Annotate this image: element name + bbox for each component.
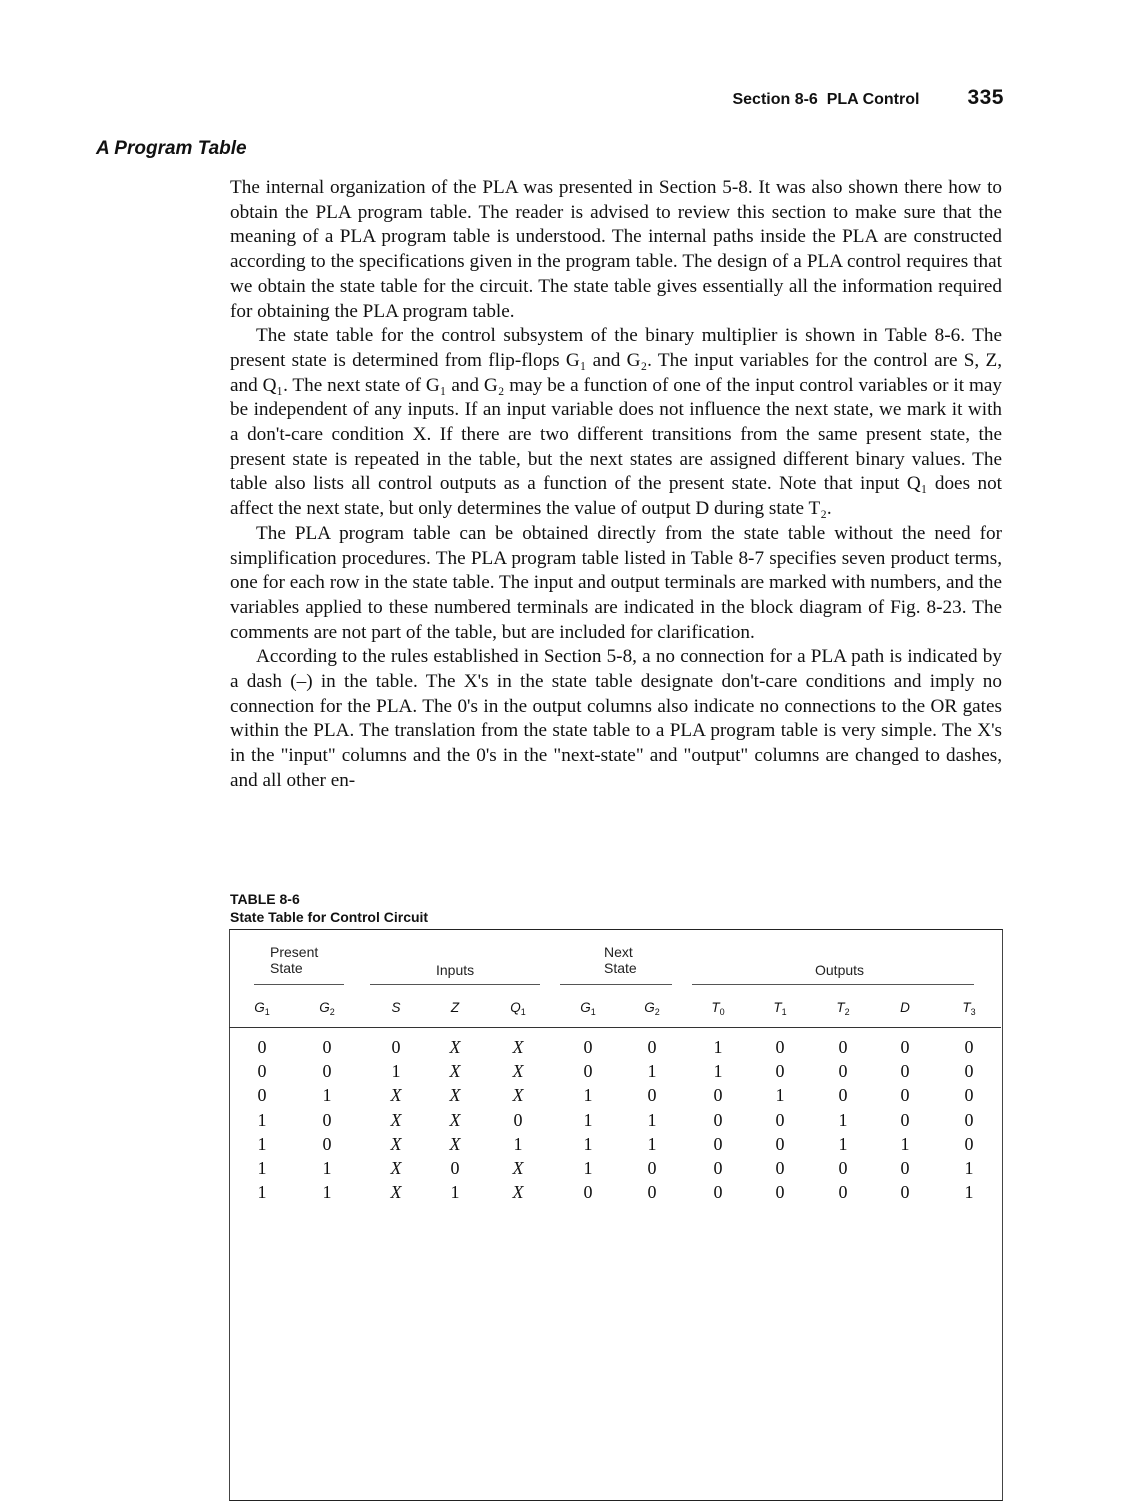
table-cell: 1 (391, 1061, 401, 1082)
table-cell: 1 (713, 1061, 723, 1082)
table-cell: X (512, 1061, 524, 1082)
page-number: 335 (967, 86, 1004, 109)
column-header-11: $T_3$ (962, 1000, 976, 1017)
column-header-8: $T_1$ (773, 1000, 787, 1017)
table-label: TABLE 8-6 (230, 891, 300, 907)
rule-inputs (370, 984, 540, 985)
rule-outputs (692, 984, 974, 985)
table-cell: 0 (900, 1085, 910, 1106)
table-cell: 0 (900, 1158, 910, 1178)
table-cell: X (390, 1085, 402, 1106)
table-cell: 0 (964, 1085, 974, 1106)
table-cell: 1 (257, 1133, 267, 1154)
table-cell: 0 (964, 1061, 974, 1082)
table-cell: 0 (322, 1109, 332, 1130)
table-cell: 0 (322, 1061, 332, 1082)
table-cell: 0 (513, 1109, 523, 1130)
table-cell: 0 (713, 1158, 723, 1178)
column-header-9: $T_2$ (836, 1000, 850, 1017)
paragraph-1: The internal organization of the PLA was presented in Section 5-8. It was also shown there how to obtain the PLA program table. The reader is advised to review this section to make sure that the meaning of a PLA program table is understood. The internal paths inside the PLA are constructed according to the specifications given in the program table. The design of a PLA control requires that we obtain the state table for the circuit. The state table gives essentially all the information required for obtaining the PLA program table. (230, 177, 1002, 322)
table-cell: 0 (583, 1061, 593, 1082)
table-row (0, 1060, 1132, 1082)
table-cell: 1 (775, 1085, 785, 1106)
table-cell: 1 (257, 1158, 267, 1178)
table-cell: 0 (322, 1133, 332, 1154)
table-cell: 0 (257, 1061, 267, 1082)
column-header-7: $T_0$ (711, 1000, 725, 1017)
table-cell: 0 (900, 1061, 910, 1082)
table-cell: 1 (257, 1182, 267, 1203)
table-cell: 1 (647, 1109, 657, 1130)
table-title: State Table for Control Circuit (230, 909, 429, 925)
table-cell: X (449, 1037, 461, 1057)
table-cell: 0 (647, 1037, 657, 1057)
running-head-section: Section 8-6 PLA Control (732, 91, 920, 108)
table-row (0, 1109, 1132, 1131)
column-header-10: D (900, 1000, 910, 1015)
table-cell: 1 (647, 1133, 657, 1154)
table-row (0, 1084, 1132, 1106)
table-cell: 0 (647, 1182, 657, 1203)
table-cell: 0 (775, 1133, 785, 1154)
table-cell: X (512, 1182, 524, 1203)
table-cell: 0 (838, 1182, 848, 1203)
rule-next (560, 984, 672, 985)
table-cell: X (512, 1085, 524, 1106)
table-cell: 1 (647, 1061, 657, 1082)
paragraph-2: The state table for the control subsystem of the binary multiplier is shown in Table 8-6. The present state is determined from flip-flops G₁ and G₂. The input variables for the control are S, Z, and Q₁. The next state of G₁ and G₂ may be a function of one of the input control variables or it may be independent of any inputs. If an input variable does not influence the next state, we mark it with a don't-care condition X. If there are two different transitions from the same present state, the present state is repeated in the table, but the next states are assigned different binary values. The table also lists all control outputs as a function of the present state. Note that input Q₁ does not affect the next state, but only determines the value of output D during state T₂. (230, 325, 1002, 520)
table-cell: X (449, 1109, 461, 1130)
table-cell: 1 (583, 1109, 593, 1130)
table-cell: 1 (513, 1133, 523, 1154)
table-cell: 0 (900, 1182, 910, 1203)
table-cell: 1 (713, 1037, 723, 1057)
table-cell: 0 (713, 1085, 723, 1106)
table-row (0, 1036, 1132, 1058)
table-cell: 0 (838, 1037, 848, 1057)
table-cell: 0 (322, 1037, 332, 1057)
table-cell: 0 (450, 1158, 460, 1178)
table-cell: 0 (964, 1133, 974, 1154)
table-cell: 0 (257, 1085, 267, 1106)
table-cell: 0 (964, 1037, 974, 1057)
table-cell: 0 (838, 1158, 848, 1178)
table-cell: 0 (647, 1158, 657, 1178)
table-cell: 0 (838, 1085, 848, 1106)
table-cell: 0 (775, 1158, 785, 1178)
table-cell: 0 (713, 1109, 723, 1130)
column-header-1: $G_2$ (319, 1000, 335, 1017)
column-header-5: $G_1$ (580, 1000, 596, 1017)
table-cell: 1 (583, 1158, 593, 1178)
section-title: A Program Table (96, 138, 247, 159)
group-present-state: Present State (270, 944, 319, 976)
column-header-4: $Q_1$ (510, 1000, 526, 1017)
rule-present (254, 984, 344, 985)
table-cell: 1 (257, 1109, 267, 1130)
table-cell: 0 (900, 1037, 910, 1057)
table-cell: 1 (450, 1182, 460, 1203)
table-cell: 0 (583, 1037, 593, 1057)
table-row (0, 1133, 1132, 1155)
table-cell: 1 (583, 1133, 593, 1154)
column-header-2: S (391, 1000, 401, 1015)
group-inputs: Inputs (436, 962, 475, 978)
table-cell: 0 (583, 1182, 593, 1203)
table-cell: 1 (964, 1182, 974, 1203)
table-cell: X (390, 1182, 402, 1203)
table-cell: 1 (838, 1109, 848, 1130)
table-cell: X (390, 1109, 402, 1130)
table-cell: 0 (713, 1182, 723, 1203)
table-cell: 1 (838, 1133, 848, 1154)
table-cell: 1 (322, 1158, 332, 1178)
table-cell: 1 (322, 1085, 332, 1106)
table-row (0, 1157, 1132, 1179)
table-cell: 1 (964, 1158, 974, 1178)
table-cell: 0 (647, 1085, 657, 1106)
table-cell: 1 (322, 1182, 332, 1203)
table-cell: 0 (964, 1109, 974, 1130)
table-cell: 0 (391, 1037, 401, 1057)
table-cell: X (449, 1061, 461, 1082)
table-cell: X (512, 1158, 524, 1178)
body-text (230, 176, 1002, 794)
table-cell: X (512, 1037, 524, 1057)
column-header-0: $G_1$ (254, 1000, 270, 1017)
table-cell: X (390, 1133, 402, 1154)
table-row (0, 1181, 1132, 1203)
table-cell: 0 (775, 1182, 785, 1203)
table-cell: 1 (900, 1133, 910, 1154)
table-cell: X (449, 1133, 461, 1154)
table-cell: 0 (713, 1133, 723, 1154)
column-header-3: Z (450, 1000, 460, 1015)
table-cell: 0 (838, 1061, 848, 1082)
group-next-state: Next State (604, 944, 637, 976)
table-cell: 1 (583, 1085, 593, 1106)
paragraph-4: According to the rules established in Section 5-8, a no connection for a PLA path is indicated by a dash (–) in the table. The X's in the state table designate don't-care conditions and imply no connection for the PLA. The 0's in the output columns also indicate no connections to the OR gates within the PLA. The translation from the state table to a PLA program table is very simple. The X's in the "input" columns and the 0's in the "next-state" and "output" columns are changed to dashes, and all other en- (230, 646, 1002, 791)
table-caption (230, 890, 428, 926)
column-header-6: $G_2$ (644, 1000, 660, 1017)
paragraph-3: The PLA program table can be obtained directly from the state table without the need for simplification procedures. The PLA program table listed in Table 8-7 specifies seven product terms, one for each row in the state table. The input and output terminals are marked with numbers, and the variables applied to these numbered terminals are indicated in the block diagram of Fig. 8-23. The comments are not part of the table, but are included for clarification. (230, 522, 1002, 643)
table-cell: 0 (900, 1109, 910, 1130)
header-rule (229, 1027, 1001, 1028)
table-cell: 0 (257, 1037, 267, 1057)
table-cell: X (390, 1158, 402, 1178)
table-cell: 0 (775, 1109, 785, 1130)
table-cell: 0 (775, 1037, 785, 1057)
group-outputs: Outputs (815, 962, 865, 978)
table-cell: X (449, 1085, 461, 1106)
table-cell: 0 (775, 1061, 785, 1082)
running-head (732, 86, 1004, 110)
